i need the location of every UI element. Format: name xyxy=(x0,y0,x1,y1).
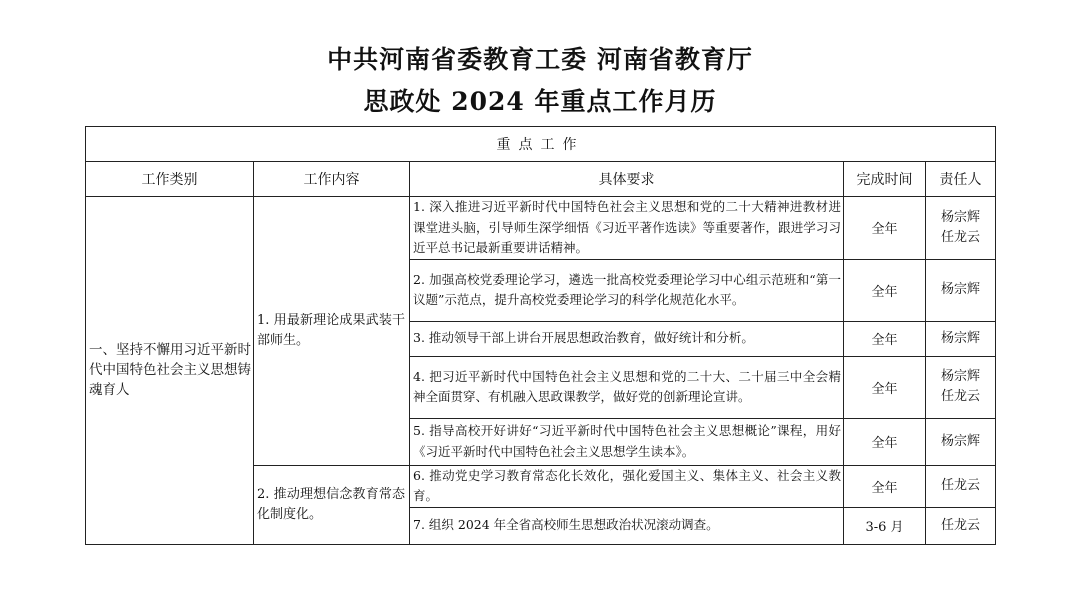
completion-time-cell: 全年 xyxy=(844,259,926,321)
responsible-person: 杨宗辉 xyxy=(941,433,981,449)
responsible-person: 任龙云 xyxy=(941,389,981,404)
work-content-cell: 1. 用最新理论成果武装干部师生。 xyxy=(254,197,410,466)
completion-time-cell: 全年 xyxy=(844,321,926,356)
requirement-cell: 3. 推动领导干部上讲台开展思想政治教育，做好统计和分析。 xyxy=(410,321,844,356)
section-header: 重点工作 xyxy=(86,127,996,162)
column-header-category: 工作类别 xyxy=(86,162,254,197)
column-header-requirement: 具体要求 xyxy=(410,162,844,197)
document-title-line-2: 思政处 2024 年重点工作月历 xyxy=(363,87,717,116)
work-content-cell: 2. 推动理想信念教育常态化制度化。 xyxy=(254,465,410,544)
completion-time-cell: 全年 xyxy=(844,418,926,465)
responsible-cell xyxy=(926,259,996,321)
responsible-cell xyxy=(926,507,996,544)
responsible-cell xyxy=(926,321,996,356)
work-category-cell: 一、坚持不懈用习近平新时代中国特色社会主义思想铸魂育人 xyxy=(86,197,254,545)
completion-time-cell: 全年 xyxy=(844,465,926,507)
requirement-cell: 2. 加强高校党委理论学习，遴选一批高校党委理论学习中心组示范班和“第一议题”示范点，提升高校党委理论学习的科学化规范化水平。 xyxy=(410,259,844,321)
table-row xyxy=(86,197,996,260)
responsible-person: 任龙云 xyxy=(941,517,981,533)
responsible-person: 杨宗辉 xyxy=(941,369,981,384)
requirement-cell: 6. 推动党史学习教育常态化长效化，强化爱国主义、集体主义、社会主义教育。 xyxy=(410,465,844,507)
responsible-cell xyxy=(926,356,996,418)
requirement-cell: 4. 把习近平新时代中国特色社会主义思想和党的二十大、二十届三中全会精神全面贯穿、有机融入思政课教学，做好党的创新理论宣讲。 xyxy=(410,356,844,418)
responsible-person: 杨宗辉 xyxy=(941,209,981,225)
requirement-cell: 1. 深入推进习近平新时代中国特色社会主义思想和党的二十大精神进教材进课堂进头脑，引导师生深学细悟《习近平著作选读》等重要著作，跟进学习习近平总书记最新重要讲话精神。 xyxy=(410,197,844,260)
requirement-cell: 5. 指导高校开好讲好“习近平新时代中国特色社会主义思想概论”课程，用好《习近平新时代中国特色社会主义思想学生读本》。 xyxy=(410,418,844,465)
requirement-cell: 7. 组织 2024 年全省高校师生思想政治状况滚动调查。 xyxy=(410,507,844,544)
completion-time-cell: 3-6 月 xyxy=(844,507,926,544)
responsible-person: 任龙云 xyxy=(941,478,981,493)
responsible-person: 杨宗辉 xyxy=(941,282,981,297)
responsible-person: 杨宗辉 xyxy=(941,330,981,346)
section-header-row xyxy=(86,127,996,162)
column-header-row xyxy=(86,162,996,197)
responsible-cell xyxy=(926,197,996,260)
column-header-time: 完成时间 xyxy=(844,162,926,197)
responsible-person: 任龙云 xyxy=(941,229,981,245)
completion-time-cell: 全年 xyxy=(844,356,926,418)
responsible-cell xyxy=(926,418,996,465)
document-title-line-1: 中共河南省委教育工委 河南省教育厅 xyxy=(327,45,753,74)
responsible-cell xyxy=(926,465,996,507)
column-header-content: 工作内容 xyxy=(254,162,410,197)
column-header-responsible: 责任人 xyxy=(926,162,996,197)
completion-time-cell: 全年 xyxy=(844,197,926,260)
work-calendar-table xyxy=(85,126,996,545)
